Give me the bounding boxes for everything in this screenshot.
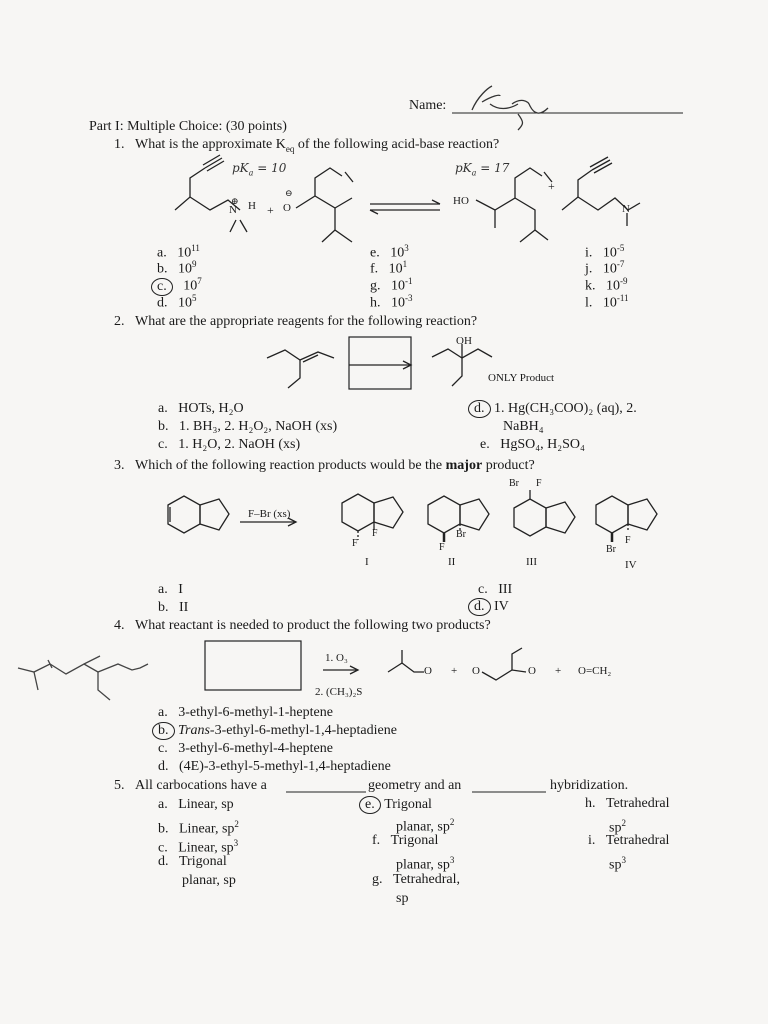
- atom-f: F: [372, 528, 378, 539]
- hydrogen-label: H: [248, 200, 256, 212]
- q2-reagent-box: [349, 337, 411, 389]
- q4-reactant-box: [205, 641, 301, 690]
- q2-choice-b[interactable]: b. 1. BH₃, 2. H₂O₂, NaOH (xs): [158, 419, 338, 434]
- q5-choice-i[interactable]: i. Tetrahedral: [588, 833, 670, 848]
- q4-choice-b[interactable]: b. Trans-3-ethyl-6-methyl-1,4-heptadiene: [158, 722, 397, 740]
- selected-answer-circle: e.: [359, 796, 381, 814]
- q2-question: 2. What are the appropriate reagents for the following reaction?: [114, 314, 478, 329]
- q4-choice-a[interactable]: a. 3-ethyl-6-methyl-1-heptene: [158, 705, 333, 720]
- q1-choice-h[interactable]: h. $10^{-3}$: [370, 293, 413, 311]
- selected-answer-circle: b.: [152, 722, 175, 740]
- q3-choice-a[interactable]: a. I: [158, 582, 183, 597]
- selected-answer-circle: d.: [468, 400, 491, 418]
- q4-oxygen-1: O: [424, 665, 432, 677]
- name-value: [490, 86, 535, 114]
- q4-product-1: [388, 650, 424, 672]
- q5-choice-i-line2: $sp^3$: [609, 855, 626, 873]
- q3-question: 3. Which of the following reaction products would be the major product?: [114, 458, 535, 473]
- atom-f: F: [536, 478, 542, 489]
- q1-choice-d[interactable]: d. $10^5$: [157, 293, 197, 311]
- q3-choice-d[interactable]: d. IV: [474, 598, 509, 616]
- nitrogen-label-1: N: [229, 204, 237, 216]
- product-label-i: I: [365, 556, 369, 568]
- hydroxyl-label: HO: [453, 195, 469, 207]
- q4-choice-d[interactable]: d. (4E)-3-ethyl-5-methyl-1,4-heptadiene: [158, 759, 391, 774]
- name-label: Name:: [409, 98, 447, 113]
- q2-only-product: ONLY Product: [488, 372, 555, 384]
- q4-step-2: 2. (CH₃)₂S: [315, 686, 363, 698]
- q5-choice-d-line2: planar, sp: [182, 873, 236, 888]
- q1-choice-g[interactable]: g. $10^{-1}$: [370, 276, 413, 294]
- q5-choice-e-line2: planar, $sp^2$: [396, 817, 455, 835]
- part-title: Part I: Multiple Choice: (30 points): [89, 119, 287, 134]
- atom-br: Br: [456, 529, 466, 540]
- q4-plus-1: +: [451, 665, 458, 677]
- q5-choice-h-line2: $sp^2$: [609, 818, 626, 836]
- q1-choice-l[interactable]: l. $10^{-11}$: [585, 293, 629, 311]
- q1-question: 1. What is the approximate $K_{eq}$ of the following acid-base reaction?: [114, 137, 500, 154]
- q3-choice-b[interactable]: b. II: [158, 600, 189, 615]
- oxygen-label: O: [283, 202, 291, 214]
- q4-plus-2: +: [555, 665, 562, 677]
- selected-answer-circle: c.: [151, 278, 173, 296]
- atom-br: Br: [509, 478, 519, 489]
- q5-choice-f[interactable]: f. Trigonal: [372, 833, 439, 848]
- equilibrium-arrow: [370, 200, 440, 214]
- q4-oxygen-2: O: [472, 665, 480, 677]
- q5-choice-b[interactable]: b. Linear, $sp^2$: [158, 819, 239, 837]
- q2-choice-a[interactable]: a. HOTs, H₂O: [158, 401, 244, 416]
- q2-choice-d-line2: NaBH₄: [503, 419, 544, 434]
- atom-br: Br: [606, 544, 616, 555]
- q2-choice-e[interactable]: e. HgSO₄, H₂SO₄: [480, 437, 585, 452]
- q2-choice-c[interactable]: c. 1. H₂O, 2. NaOH (xs): [158, 437, 301, 452]
- q1-choice-a[interactable]: a. $10^{11}$: [157, 243, 200, 261]
- q3-reagent: F–Br (xs): [248, 508, 291, 520]
- q2-oh-label: OH: [456, 335, 472, 347]
- q2-choice-d[interactable]: d. 1. Hg(CH₃COO)₂ (aq), 2.: [474, 400, 637, 418]
- product-label-iii: III: [526, 556, 537, 568]
- negative-charge: ⊖: [285, 188, 293, 198]
- atom-f: F: [439, 542, 445, 553]
- q4-product-2: [482, 648, 526, 680]
- q4-oxygen-3: O: [528, 665, 536, 677]
- q1-choice-i[interactable]: i. $10^{-5}$: [585, 243, 625, 261]
- q1-choice-e[interactable]: e. $10^3$: [370, 243, 409, 261]
- q5-choice-h[interactable]: h. Tetrahedral: [585, 796, 670, 811]
- q5-question-b: geometry and an: [368, 778, 462, 793]
- q1-choice-b[interactable]: b. $10^9$: [157, 259, 197, 277]
- q5-choice-g-line2: sp: [396, 891, 409, 906]
- q1-pka-right: $pK_a = 17$: [455, 161, 510, 178]
- q1-reactant-2: [296, 168, 353, 242]
- q3-reactant: [168, 496, 229, 533]
- q4-step-1: 1. O₃: [325, 652, 348, 664]
- q1-choice-c[interactable]: c. $10^7$: [157, 273, 202, 296]
- q5-question-a: 5. All carbocations have a: [114, 778, 267, 793]
- q1-pka-left: $pK_a = 10$: [232, 161, 287, 178]
- q1-choice-k[interactable]: k. $10^{-9}$: [585, 276, 628, 294]
- q5-choice-g[interactable]: g. Tetrahedral,: [372, 872, 461, 887]
- nitrogen-label-2: N: [622, 203, 630, 215]
- product-label-iv: IV: [625, 559, 637, 571]
- q5-choice-a[interactable]: a. Linear, sp: [158, 797, 234, 812]
- q4-choice-c[interactable]: c. 3-ethyl-6-methyl-4-heptene: [158, 741, 333, 756]
- q1-choice-f[interactable]: f. $10^1$: [370, 259, 408, 277]
- q5-choice-d[interactable]: d. Trigonal: [158, 854, 227, 869]
- product-label-ii: II: [448, 556, 456, 568]
- q1-choice-j[interactable]: j. $10^{-7}$: [585, 259, 625, 277]
- q3-choice-c[interactable]: c. III: [478, 582, 513, 597]
- atom-f: F: [352, 538, 358, 549]
- q2-reactant: [267, 350, 334, 388]
- q4-handwritten-structure: [18, 656, 148, 700]
- product-3-structure: [514, 490, 575, 536]
- q4-question: 4. What reactant is needed to product the following two products?: [114, 618, 491, 633]
- plus-sign-2: +: [548, 179, 555, 193]
- plus-sign-1: +: [267, 203, 274, 217]
- q5-question-c: hybridization.: [550, 778, 629, 793]
- q5-choice-c[interactable]: c. Linear, $sp^3$: [158, 838, 239, 856]
- q5-choice-e[interactable]: e. Trigonal: [365, 796, 432, 814]
- q2-product: [432, 344, 492, 386]
- selected-answer-circle: d.: [468, 598, 491, 616]
- positive-charge: ⊕: [231, 196, 239, 206]
- q4-formaldehyde: O=CH₂: [578, 665, 612, 677]
- atom-f: F: [625, 535, 631, 546]
- q5-choice-f-line2: planar, $sp^3$: [396, 855, 455, 873]
